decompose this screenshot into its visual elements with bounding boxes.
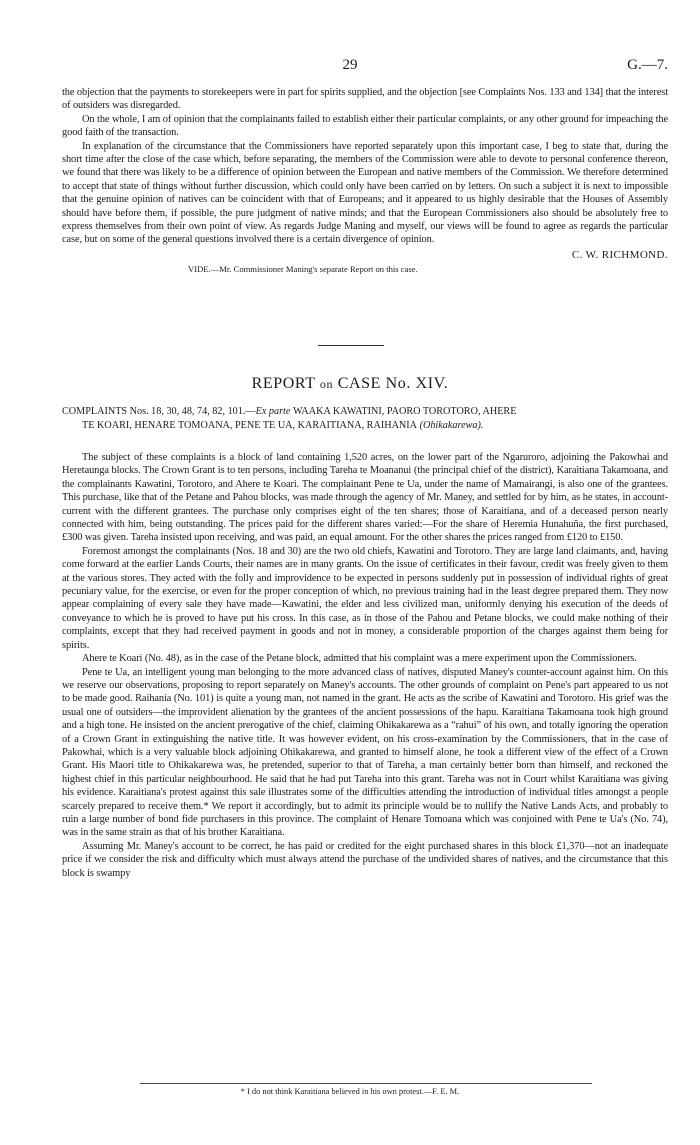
- complaint-numbers: Nos. 18, 30, 48, 74, 82, 101.—: [129, 406, 256, 417]
- body-paragraph-1: The subject of these complaints is a block of land containing 1,520 acres, on the lower part of the Ngaruroro, adjoining the Pakowhai and Heretaunga blocks. The Crown Grant is to ten persons, including Tareha te Moananui (the principal chief of the district), Karaitiana Takamoana, and the complainants Kawatini, Torotoro, and Ahere te Koari. The complainant Pene te Ua, under the name of Mamairangi, is also one of the grantees. This purchase, like that of the Petane and Pahou blocks, was made through the agency of Mr. Maney, and settled for by him, as he states, in account-current with the different grantees. The purchase only comprises eight of the ten shares; those of Karaitiana, and of a deceased person nearly connected with him, being outstanding. The prices paid for the different shares varied:—For the share of Heremia Hunahuña, the first purchased, £300 was given. Tareha insisted upon receiving, and was paid, an equal amount. For the other shares the prices ranged from £120 to £150.: [62, 452, 668, 544]
- report-body: [62, 451, 668, 880]
- complainants-line-2: [62, 419, 668, 433]
- report-title: [0, 375, 700, 393]
- intro-paragraph-1: the objection that the payments to storekeepers were in part for spirits supplied, and the objection [see Complaints Nos. 133 and 134] that the interest of outsiders was disregarded.: [62, 87, 668, 112]
- complainant-names-2: TE KOARI, HENARE TOMOANA, PENE TE UA, KARAITIANA, RAIHANIA: [82, 419, 418, 431]
- complainant-names-1: WAAKA KAWATINI, PAORO TOROTORO, AHERE: [292, 406, 517, 417]
- body-paragraph-5: Assuming Mr. Maney's account to be correct, he has paid or credited for the eight purchased shares in this block £1,370—not an inadequate price if we consider the risk and difficulty which must always attend the purchase of the undivided shares of natives, and the circumstance that this block is swampy: [62, 840, 668, 879]
- page-number: 29: [342, 57, 358, 73]
- section-divider: [318, 345, 384, 346]
- report-title-word3: CASE No. XIV.: [337, 375, 449, 392]
- body-paragraph-3: Ahere te Koari (No. 48), as in the case of the Petane block, admitted that his complaint was a mere experiment upon the Commissioners.: [82, 653, 637, 665]
- complaints-label: COMPLAINTS: [62, 406, 128, 417]
- footnote: * I do not think Karaitiana believed in his own protest.—F. E. M.: [240, 1087, 460, 1096]
- vide-note: VIDE.—Mr. Commissioner Maning's separate Report on this case.: [188, 263, 418, 274]
- complainants-block: [62, 405, 668, 432]
- block-place: (Ohikakarewa).: [419, 419, 484, 431]
- body-paragraph-4: Pene te Ua, an intelligent young man belonging to the more advanced class of natives, disputed Maney's counter-account against him. On this we reserve our observations, proposing to report separately on Maney's accounts. The other grounds of complaint on Pene's part appeared to us not to be made good. Raihania (No. 101) is quite a young man, not named in the grant. He acts as the scribe of Kawatini and Torotoro. His grief was the usual one of outsiders—the improvident alienation by the grantees of the ancient possessions of the hapu. Karaitiana Takamoana took high ground and a high tone. He insisted on the ancient prerogative of the chief, claiming Ohikakarewa as a “rahui” of his own, and totally ignoring the operation of a Crown Grant in extinguishing the native title. It was however evident, on his cross-examination by the Commissioners, that in the case of Pakowhai, which is a very valuable block adjoining Ohikakarewa, and granted to himself alone, he took a different view of the effect of a Crown Grant. His Maori title to Ohikakarewa was, he pretended, superior to that of Tareha, a man certainly better born than himself, and reckoned the highest chief in this particular neighbourhood. He said that he had put Tareha into this grant. Tareha was not in Court whilst Karaitiana was giving his evidence. Karaitiana's protest against this sale illustrates some of the difficulties attending the introduction of individual titles amongst a people scarcely prepared to receive them.* We report it accordingly, but to admit its principle would be to nullify the Native Lands Acts, and probably to ruin a large number of bond fide purchasers in this province. The complaint of Henare Tomoana which was conjoined with Pene te Ua's (No. 74), was in the same strain as that of his brother Karaitiana.: [62, 666, 668, 839]
- body-paragraph-2: Foremost amongst the complainants (Nos. 18 and 30) are the two old chiefs, Kawatini and Torotoro. They are large land claimants, and, having come forward at the earlier Lands Courts, their names are in many grants. On the issue of certificates in their favour, credit was freely given to them at the various stores. They acted with the folly and improvidence to be expected in persons suddenly put in possession of individual rights of great pecuniary value, for the exercise, or even for the proper conception of which, no previous training had in the least degree prepared them. They now appear complaining of every sale they have made—Kawatini, the elder and less civilized man, uniformly denying his execution of the deeds of conveyance to which he is proved to have put his cross. In this case, as in those of the Pahou and Petane blocks, we could make nothing of their complaints, except that they had received payment in goods and not in money, a considerable proportion of the charges against them being for spirits.: [62, 545, 668, 651]
- ex-parte: Ex parte: [255, 406, 291, 417]
- report-title-word2: on: [319, 377, 334, 391]
- intro-paragraph-3: In explanation of the circumstance that the Commissioners have reported separately upon this important case, I beg to state that, during the short time after the close of the case which, before separating, the members of the Commission were able to devote to personal conference thereon, we found that there was likely to be a difference of opinion between the European and native members of the Commission. We therefore determined to accept that state of things without further discussion, which could only have been carried on by letters. On such a subject it is next to impossible that the genuine opinion of natives can be coincident with that of Europeans; and it appeared to us highly desirable that the Houses of Assembly should have before them, if possible, the pure judgment of native minds; and that the European Commissioners also should be absolutely free to express themselves from their own point of view. As regards Judge Maning and myself, our views will be found to agree as regards the particular case, but on some of the general questions involved there is a certain divergence of opinion.: [62, 140, 668, 246]
- footnote-divider: [140, 1083, 592, 1084]
- complainants-line-1: [62, 405, 668, 419]
- signature: C. W. RICHMOND.: [571, 248, 668, 261]
- report-title-word1: REPORT: [251, 375, 316, 392]
- intro-section: [62, 86, 668, 274]
- document-code: G.—7.: [627, 57, 668, 73]
- intro-paragraph-2: On the whole, I am of opinion that the complainants failed to establish either their particular complaints, or any other ground for impeaching the good faith of the transaction.: [62, 113, 668, 139]
